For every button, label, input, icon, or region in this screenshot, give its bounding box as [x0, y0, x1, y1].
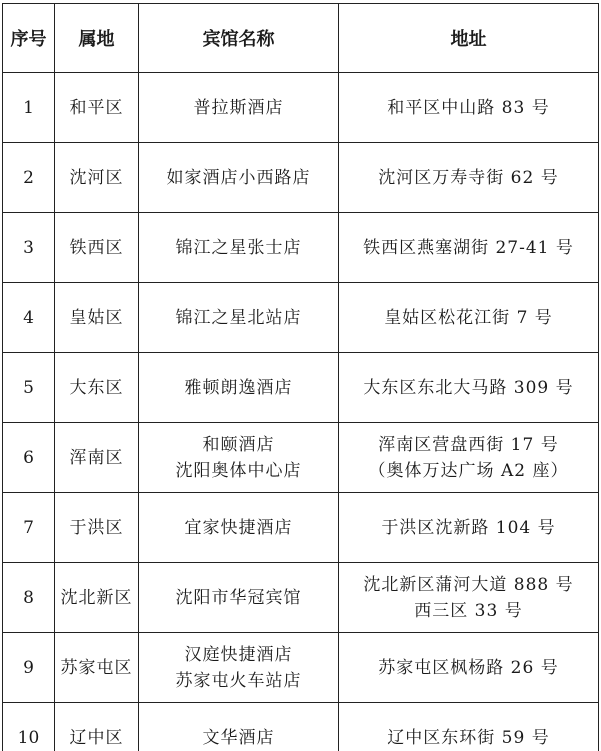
cell-address-line: 辽中区东环街 59 号: [387, 727, 550, 748]
cell-address: [339, 563, 599, 633]
header-hotel-name: 宾馆名称: [139, 4, 339, 73]
cell-hotel-name-line: 锦江之星张士店: [175, 237, 302, 258]
cell-no: 8: [3, 563, 55, 633]
cell-hotel-name: [139, 283, 339, 353]
cell-address: [339, 353, 599, 423]
table-row: [3, 213, 599, 283]
cell-district: 辽中区: [55, 703, 139, 751]
cell-district: 沈河区: [55, 143, 139, 213]
cell-no: 9: [3, 633, 55, 703]
cell-no: 3: [3, 213, 55, 283]
cell-hotel-name: [139, 563, 339, 633]
cell-address-line: 皇姑区松花江街 7 号: [384, 307, 553, 328]
cell-address-line: 于洪区沈新路 104 号: [381, 517, 556, 538]
cell-address: [339, 423, 599, 493]
table-row: [3, 73, 599, 143]
header-district: 属地: [55, 4, 139, 73]
cell-district: 于洪区: [55, 493, 139, 563]
cell-hotel-name: [139, 143, 339, 213]
header-no: 序号: [3, 4, 55, 73]
cell-address-line: 大东区东北大马路 309 号: [363, 377, 574, 398]
cell-address: [339, 73, 599, 143]
cell-address-line: 西三区 33 号: [414, 600, 523, 621]
cell-hotel-name: [139, 353, 339, 423]
cell-hotel-name-line: 沈阳市华冠宾馆: [175, 587, 302, 608]
cell-hotel-name: [139, 493, 339, 563]
cell-address-line: （奥体万达广场 A2 座）: [368, 460, 569, 481]
cell-address: [339, 283, 599, 353]
table-row: [3, 633, 599, 703]
cell-no: 7: [3, 493, 55, 563]
cell-no: 10: [3, 703, 55, 751]
cell-district: 铁西区: [55, 213, 139, 283]
header-address: 地址: [339, 4, 599, 73]
table-row: [3, 563, 599, 633]
cell-hotel-name-line: 文华酒店: [202, 727, 275, 748]
cell-address-line: 和平区中山路 83 号: [387, 97, 550, 118]
cell-hotel-name: [139, 213, 339, 283]
cell-district: 皇姑区: [55, 283, 139, 353]
header-row: [3, 4, 599, 73]
cell-address-line: 沈北新区蒲河大道 888 号: [363, 574, 574, 595]
cell-address-line: 铁西区燕塞湖街 27-41 号: [363, 237, 574, 258]
cell-address-line: 苏家屯区枫杨路 26 号: [378, 657, 559, 678]
cell-address-line: 沈河区万寿寺街 62 号: [378, 167, 559, 188]
cell-address: [339, 493, 599, 563]
table-row: [3, 493, 599, 563]
cell-no: 5: [3, 353, 55, 423]
cell-hotel-name-line: 如家酒店小西路店: [166, 167, 311, 188]
table-row: [3, 353, 599, 423]
cell-hotel-name-line: 雅顿朗逸酒店: [184, 377, 293, 398]
cell-hotel-name: [139, 703, 339, 751]
cell-hotel-name: [139, 73, 339, 143]
cell-hotel-name-line: 苏家屯火车站店: [175, 670, 302, 691]
cell-address-line: 浑南区营盘西街 17 号: [378, 434, 559, 455]
cell-no: 4: [3, 283, 55, 353]
cell-district: 苏家屯区: [55, 633, 139, 703]
cell-no: 1: [3, 73, 55, 143]
cell-hotel-name-line: 汉庭快捷酒店: [184, 644, 293, 665]
cell-hotel-name-line: 锦江之星北站店: [175, 307, 302, 328]
cell-address: [339, 213, 599, 283]
cell-district: 浑南区: [55, 423, 139, 493]
table-row: [3, 283, 599, 353]
cell-no: 6: [3, 423, 55, 493]
table-row: [3, 423, 599, 493]
cell-no: 2: [3, 143, 55, 213]
cell-hotel-name-line: 普拉斯酒店: [193, 97, 284, 118]
cell-district: 和平区: [55, 73, 139, 143]
cell-address: [339, 143, 599, 213]
table-body: [3, 73, 599, 751]
cell-hotel-name-line: 沈阳奥体中心店: [175, 460, 302, 481]
cell-hotel-name-line: 宜家快捷酒店: [184, 517, 293, 538]
cell-hotel-name-line: 和颐酒店: [202, 434, 275, 455]
cell-district: 沈北新区: [55, 563, 139, 633]
table-row: [3, 703, 599, 751]
hotel-table: [2, 3, 599, 751]
cell-district: 大东区: [55, 353, 139, 423]
cell-hotel-name: [139, 423, 339, 493]
cell-address: [339, 633, 599, 703]
cell-hotel-name: [139, 633, 339, 703]
table-row: [3, 143, 599, 213]
cell-address: [339, 703, 599, 751]
